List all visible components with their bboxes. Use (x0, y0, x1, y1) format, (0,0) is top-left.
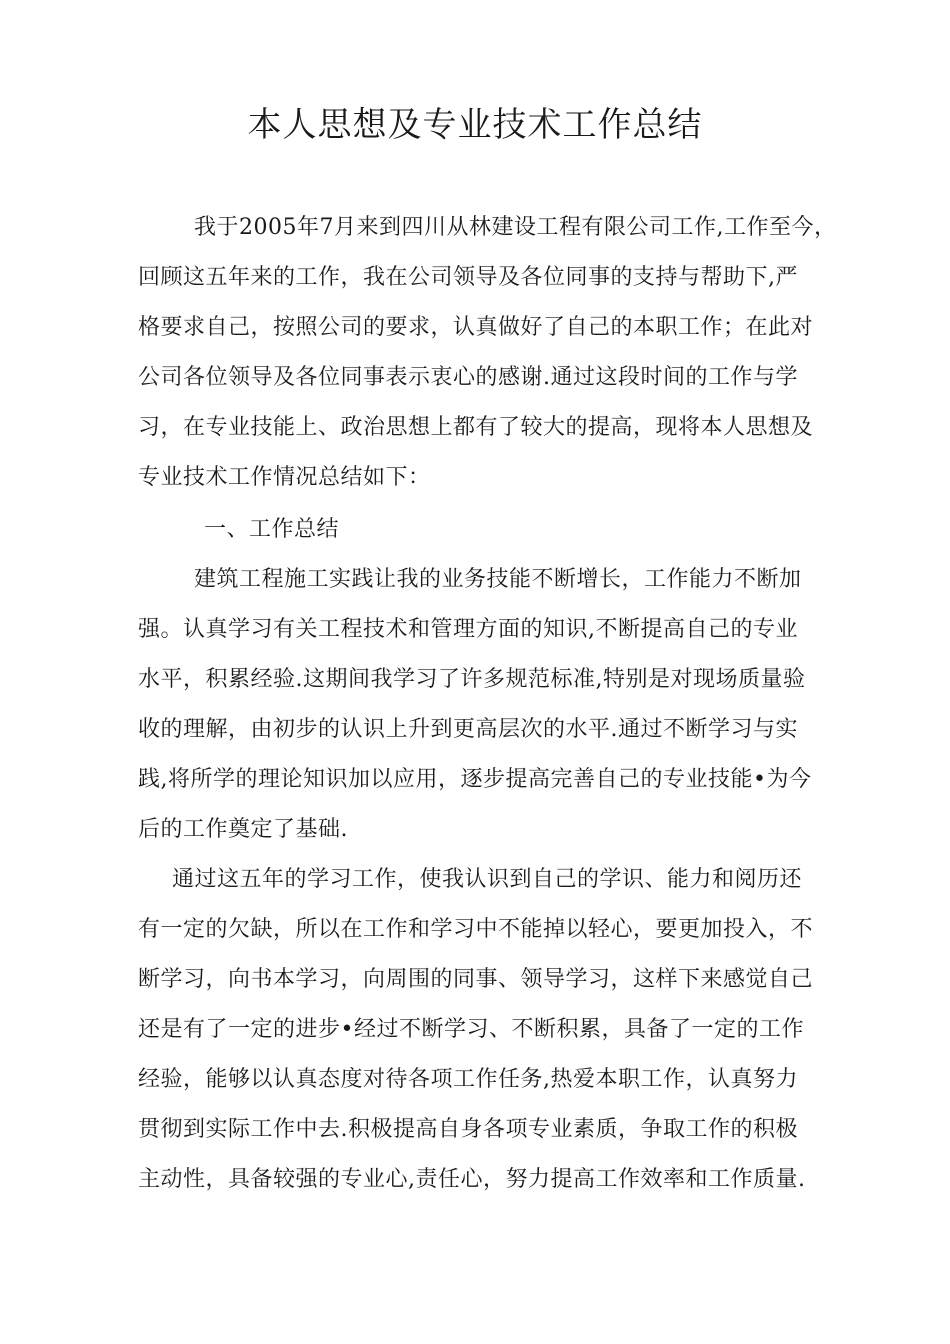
paragraph-3-line-1: 通过这五年的学习工作，使我认识到自己的学识、能力和阅历还 (172, 867, 803, 892)
paragraph-2-line-2: 强。认真学习有关工程技术和管理方面的知识,不断提高自己的专业 (138, 617, 798, 642)
paragraph-3-line-5: 经验，能够以认真态度对待各项工作任务,热爱本职工作，认真努力 (138, 1067, 798, 1092)
document-title: 本人思想及专业技术工作总结 (247, 105, 703, 145)
paragraph-3-line-2: 有一定的欠缺，所以在工作和学习中不能掉以轻心，要更加投入，不 (138, 917, 814, 942)
paragraph-2-line-6: 后的工作奠定了基础. (138, 817, 348, 842)
paragraph-3-line-6: 贯彻到实际工作中去.积极提高自身各项专业素质，争取工作的积极 (138, 1117, 798, 1142)
paragraph-1-line-6: 专业技术工作情况总结如下： (138, 465, 431, 490)
paragraph-1-line-3: 格要求自己，按照公司的要求，认真做好了自己的本职工作；在此对 (138, 315, 814, 340)
paragraph-2-line-4: 收的理解，由初步的认识上升到更高层次的水平.通过不断学习与实 (138, 717, 798, 742)
section-heading: 一、工作总结 (204, 517, 340, 542)
paragraph-2-line-3: 水平，积累经验.这期间我学习了许多规范标准,特别是对现场质量验 (138, 667, 806, 692)
paragraph-3-line-3: 断学习，向书本学习，向周围的同事、领导学习，这样下来感觉自己 (138, 967, 814, 992)
paragraph-1-line-1: 我于2005年7月来到四川从林建设工程有限公司工作,工作至今， (194, 215, 837, 240)
paragraph-1-line-4: 公司各位领导及各位同事表示衷心的感谢.通过这段时间的工作与学 (138, 365, 798, 390)
paragraph-1-line-5: 习，在专业技能上、政治思想上都有了较大的提高，现将本人思想及 (138, 415, 814, 440)
paragraph-2-line-1: 建筑工程施工实践让我的业务技能不断增长，工作能力不断加 (194, 567, 802, 592)
paragraph-3-line-4: 还是有了一定的进步•经过不断学习、不断积累，具备了一定的工作 (138, 1017, 804, 1042)
paragraph-3-line-7: 主动性，具备较强的专业心,责任心，努力提高工作效率和工作质量. (138, 1167, 806, 1192)
paragraph-2-line-5: 践,将所学的理论知识加以应用，逐步提高完善自己的专业技能•为今 (138, 767, 812, 792)
paragraph-1-line-2: 回顾这五年来的工作，我在公司领导及各位同事的支持与帮助下,严 (138, 265, 798, 290)
